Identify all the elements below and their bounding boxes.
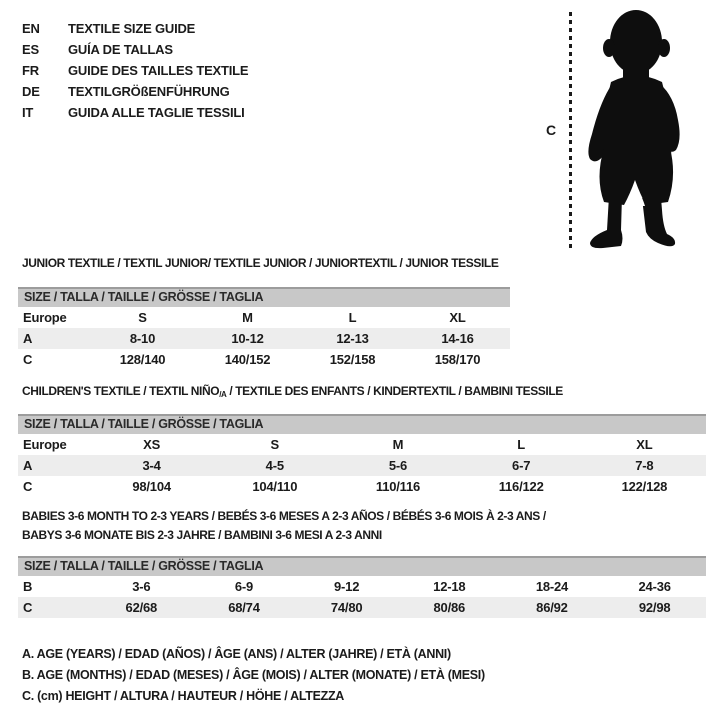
language-code: IT [22,105,34,120]
junior-table [18,287,510,370]
size-cell: XL [636,437,653,452]
language-title: GUIDA ALLE TAGLIE TESSILI [68,105,245,120]
size-cell: 12-18 [433,579,466,594]
children-title-subscript: /A [219,390,227,399]
size-cell: 98/104 [132,479,171,494]
size-cell: 8-10 [129,331,156,346]
size-header-bar: SIZE / TALLA / TAILLE / GRÖSSE / TAGLIA [18,414,706,434]
language-row [22,81,248,102]
language-code: DE [22,84,40,99]
size-cell: 14-16 [441,331,474,346]
row-label: C [23,600,33,615]
size-cell: 68/74 [228,600,260,615]
table-row [18,307,510,328]
size-cell: 158/170 [434,352,481,367]
babies-table [18,556,706,618]
size-cell: 12-13 [336,331,369,346]
size-cell: 10-12 [231,331,264,346]
size-cell: XS [143,437,161,452]
language-title: GUÍA DE TALLAS [68,42,173,57]
size-cell: 3-6 [132,579,151,594]
row-label: A [23,331,33,346]
size-cell: M [392,437,404,452]
children-section-title [22,384,563,399]
table-row [18,455,706,476]
language-code: FR [22,63,39,78]
children-table [18,414,706,497]
junior-section-title: JUNIOR TEXTILE / TEXTIL JUNIOR/ TEXTILE JUNIOR / JUNIORTEXTIL / JUNIOR TESSILE [22,256,499,270]
size-cell: 5-6 [388,458,408,473]
row-label: Europe [23,437,67,452]
size-cell: L [348,310,357,325]
row-label: Europe [23,310,67,325]
row-label: C [23,352,33,367]
footnote-c: C. (cm) HEIGHT / ALTURA / HAUTEUR / HÖHE / ALTEZZA [22,689,345,703]
size-cell: 9-12 [334,579,360,594]
height-label-c: C [546,122,557,138]
size-cell: S [270,437,280,452]
footnote-b: B. AGE (MONTHS) / EDAD (MESES) / ÂGE (MOIS) / ALTER (MONATE) / ETÀ (MESI) [22,668,485,682]
language-title: TEXTILE SIZE GUIDE [68,21,196,36]
children-title-text: / TEXTILE DES ENFANTS / KINDERTEXTIL / BAMBINI TESSILE [226,384,563,398]
language-list [22,18,248,123]
row-label: C [23,479,33,494]
toddler-silhouette-icon [578,6,690,250]
size-header-bar: SIZE / TALLA / TAILLE / GRÖSSE / TAGLIA [18,287,510,307]
size-cell: 122/128 [621,479,668,494]
size-cell: 152/158 [329,352,376,367]
size-cell: 62/68 [125,600,158,615]
size-cell: L [517,437,526,452]
table-row [18,349,510,370]
size-cell: S [138,310,147,325]
table-row [18,597,706,618]
size-cell: 6-9 [234,579,254,594]
size-header-bar: SIZE / TALLA / TAILLE / GRÖSSE / TAGLIA [18,556,706,576]
size-cell: 116/122 [498,479,544,494]
table-row [18,434,706,455]
footnotes [22,644,485,707]
language-row [22,18,248,39]
table-row [18,328,510,349]
language-code: ES [22,42,39,57]
size-cell: 104/110 [252,479,298,494]
size-cell: 4-5 [265,458,284,473]
size-cell: XL [449,310,466,325]
language-row [22,102,248,123]
size-cell: 80/86 [433,600,466,615]
size-cell: 86/92 [536,600,568,615]
babies-title-line2: BABYS 3-6 MONATE BIS 2-3 JAHRE / BAMBINI 3-6 MESI A 2-3 ANNI [22,528,382,542]
language-title: TEXTILGRÖßENFÜHRUNG [68,84,230,99]
language-row [22,39,248,60]
size-cell: 6-7 [512,458,531,473]
babies-title-line1: BABIES 3-6 MONTH TO 2-3 YEARS / BEBÉS 3-6 MESES A 2-3 AÑOS / BÉBÉS 3-6 MOIS À 2-3 ANS / [22,509,546,523]
row-label: B [23,579,33,594]
row-label: A [23,458,33,473]
footnote-a: A. AGE (YEARS) / EDAD (AÑOS) / ÂGE (ANS) / ALTER (JAHRE) / ETÀ (ANNI) [22,647,451,661]
table-row [18,476,706,497]
table-row [18,576,706,597]
size-cell: M [242,310,253,325]
language-title: GUIDE DES TAILLES TEXTILE [68,63,249,78]
size-cell: 3-4 [142,458,161,473]
language-row [22,60,248,81]
size-cell: 140/152 [224,352,271,367]
babies-section-title [22,509,546,542]
size-cell: 74/80 [330,600,363,615]
size-cell: 128/140 [119,352,166,367]
size-cell: 18-24 [535,579,569,594]
size-cell: 7-8 [635,458,654,473]
size-cell: 24-36 [638,579,671,594]
language-code: EN [22,21,40,36]
height-dotted-line [569,12,572,248]
size-cell: 92/98 [638,600,671,615]
children-title-text: CHILDREN'S TEXTILE / TEXTIL NIÑO [22,384,220,398]
size-cell: 110/116 [375,479,421,494]
height-figure [540,0,720,260]
